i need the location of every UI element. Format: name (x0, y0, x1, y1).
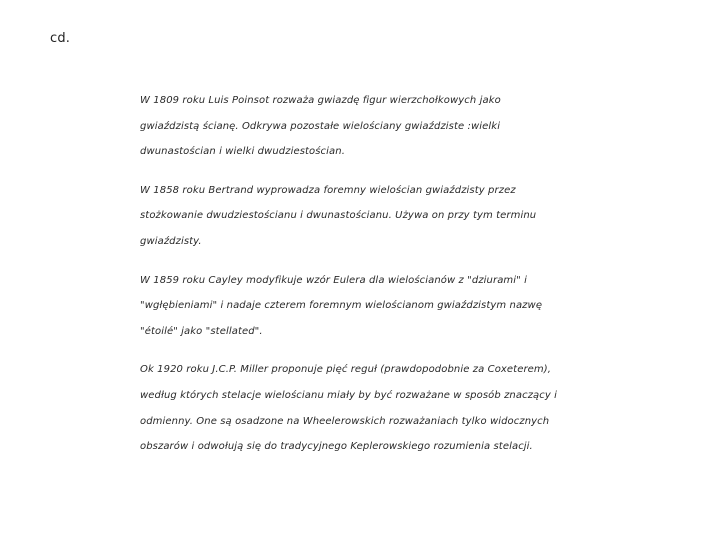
text-line: odmienny. One są osadzone na Wheelerowskich rozważaniach tylko widocznych (140, 415, 550, 427)
text-line: "wgłębieniami" i nadaje czterem foremnym wielościanom gwiaździstym nazwę (140, 300, 543, 312)
paragraph-cayley (140, 268, 580, 345)
text-line: stożkowanie dwudziestościanu i dwunastościanu. Używa on przy tym terminu (140, 210, 537, 222)
text-line: dwunastościan i wielki dwudziestościan. (140, 146, 345, 158)
text-line: według których stelacje wielościanu miały by być rozważane w sposób znaczący i (140, 389, 558, 401)
text-line: Ok 1920 roku J.C.P. Miller proponuje pięć reguł (prawdopodobnie za Coxeterem), (140, 364, 552, 376)
body-text (140, 88, 580, 473)
text-line: gwiaździsty. (140, 235, 202, 247)
text-line: W 1858 roku Bertrand wyprowadza foremny wielościan gwiaździsty przez (140, 184, 516, 196)
text-line: obszarów i odwołują się do tradycyjnego Keplerowskiego rozumienia stelacji. (140, 441, 533, 453)
paragraph-bertrand (140, 178, 580, 255)
paragraph-poinsot (140, 88, 580, 165)
continuation-label: cd. (50, 31, 71, 46)
paragraph-miller (140, 357, 580, 459)
text-line: W 1859 roku Cayley modyfikuje wzór Eulera dla wielościanów z "dziurami" i (140, 274, 528, 286)
text-line: gwiaździstą ścianę. Odkrywa pozostałe wielościany gwiaździste :wielki (140, 120, 501, 132)
text-line: "étoilé" jako "stellated". (140, 325, 263, 337)
text-line: W 1809 roku Luis Poinsot rozważa gwiazdę figur wierzchołkowych jako (140, 95, 501, 106)
